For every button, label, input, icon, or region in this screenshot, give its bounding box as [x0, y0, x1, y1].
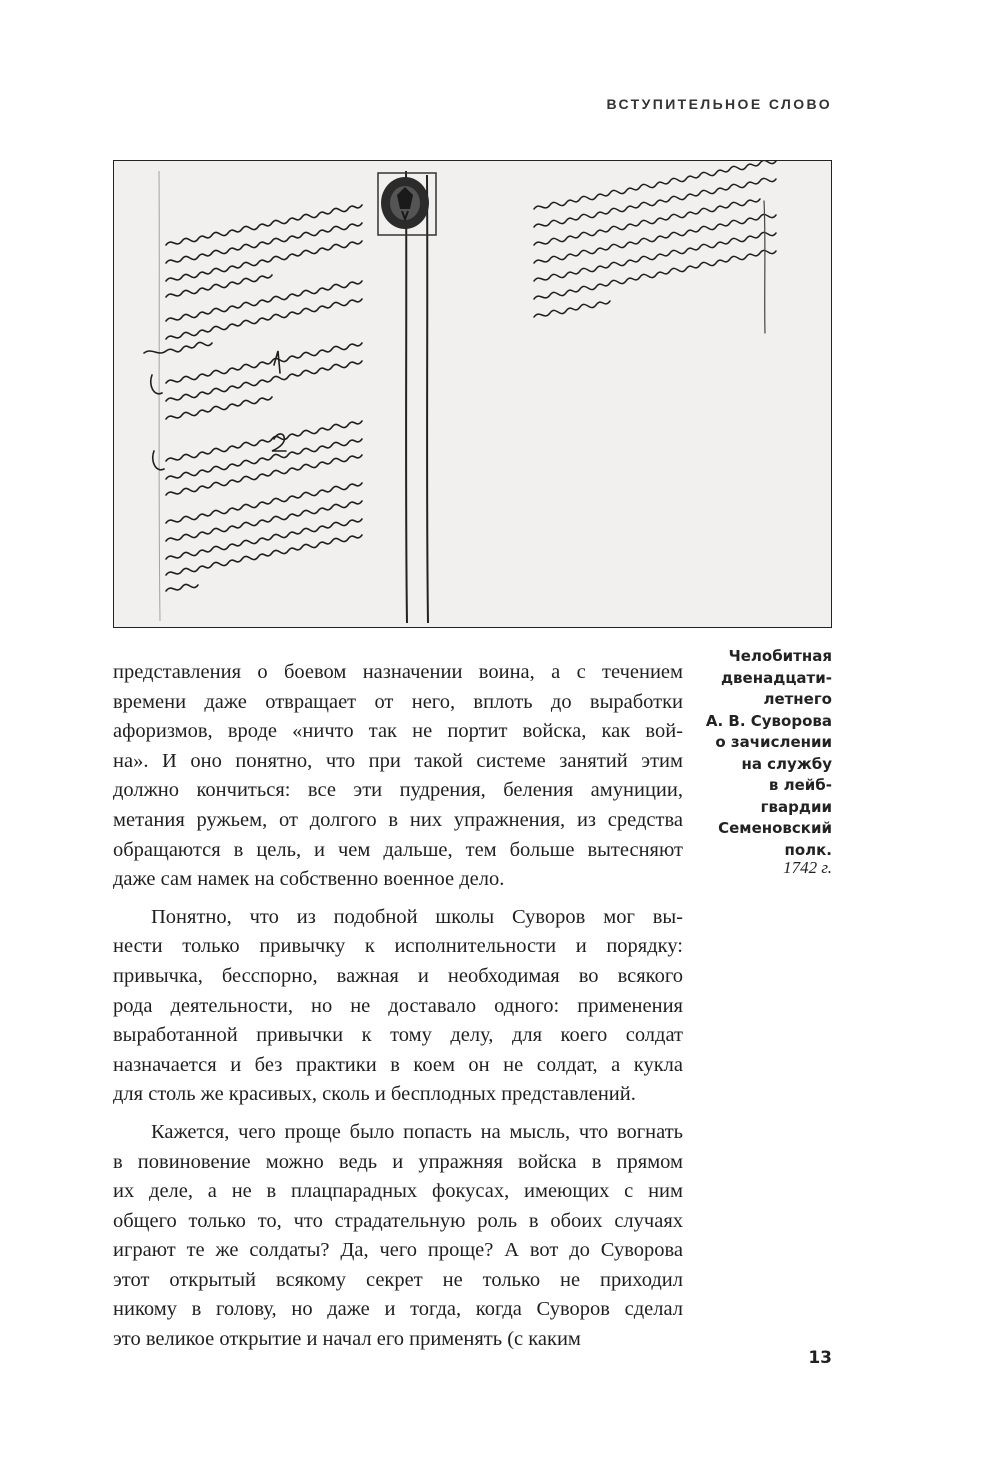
- text-line: представления о боевом назначении воина, а с течением: [113, 661, 683, 683]
- text-line: никому в голову, но даже и тогда, когда Суворов сделал: [113, 1298, 683, 1321]
- text-line: Кажется, чего проще было попасть на мысль, что вогнать: [151, 1120, 683, 1143]
- text-line: афоризмов, вроде «ничто так не портит войска, как вой-: [113, 720, 683, 743]
- text-line: этот открытый всякому секрет не только не приходил: [113, 1268, 683, 1291]
- text-line: времени даже отвращает от него, вплоть до выработки: [113, 690, 683, 713]
- manuscript-figure: [113, 160, 832, 628]
- text-line: их деле, а не в плацпарадных фокусах, имеющих с ним: [113, 1180, 683, 1203]
- text-line: рода деятельности, но не доставало одного: применения: [113, 994, 683, 1017]
- text-line: на». И оно понятно, что при такой системе занятий этим: [113, 749, 683, 772]
- text-line: выработанной привычки к тому делу, для коего солдат: [113, 1024, 683, 1047]
- page-number: 13: [808, 1348, 832, 1368]
- figure-caption: [688, 646, 832, 861]
- caption-line: А. В. Суворова: [705, 711, 832, 730]
- text-line: привычка, бесспорно, важная и необходимая во всякого: [113, 964, 683, 987]
- text-line: это великое открытие и начал его применять (с каким: [113, 1328, 581, 1351]
- text-line: нести только привычку к исполнительности и порядку:: [113, 935, 683, 958]
- caption-line: гвардии: [760, 797, 832, 816]
- handwritten-petition-image: [114, 161, 830, 626]
- paragraph-gap: [113, 1110, 683, 1118]
- text-line: для столь же красивых, сколь и бесплодных представлений.: [113, 1083, 636, 1106]
- caption-line: в лейб-: [768, 776, 832, 794]
- text-line: назначается и без практики в коем он не солдат, а кукла: [113, 1053, 683, 1076]
- paragraph: [113, 1118, 683, 1355]
- text-line: общего только то, что страдательную роль в обоих случаях: [113, 1209, 683, 1232]
- text-line: даже сам намек на собственно военное дело.: [113, 868, 505, 891]
- paragraph-gap: [113, 895, 683, 903]
- caption-line: о зачислении: [715, 733, 832, 751]
- text-line: обращаются в цель, и чем дальше, тем больше вытесняют: [113, 838, 683, 861]
- text-line: метания ружьем, от долгого в них упражнения, из средства: [113, 808, 683, 831]
- caption-line: на службу: [741, 754, 832, 773]
- running-head: ВСТУПИТЕЛЬНОЕ СЛОВО: [606, 96, 832, 112]
- caption-line: двенадцати-: [720, 668, 832, 687]
- text-line: Понятно, что из подобной школы Суворов мог вы-: [151, 905, 683, 928]
- paragraph: [113, 903, 683, 1110]
- caption-line: Челобитная: [728, 647, 832, 665]
- text-line: должно кончиться: все эти пудрения, беления амуниции,: [113, 779, 683, 802]
- caption-line: полк.: [784, 840, 832, 859]
- body-text: [113, 658, 683, 1355]
- caption-line: летнего: [763, 690, 832, 708]
- text-line: играют те же солдаты? Да, чего проще? А вот до Суворова: [113, 1239, 683, 1262]
- caption-line: Семеновский: [718, 819, 832, 837]
- figure-caption-year: 1742 г.: [783, 858, 832, 877]
- paragraph: [113, 658, 683, 895]
- text-line: в повиновение можно ведь и упражняя войска в прямом: [113, 1150, 683, 1173]
